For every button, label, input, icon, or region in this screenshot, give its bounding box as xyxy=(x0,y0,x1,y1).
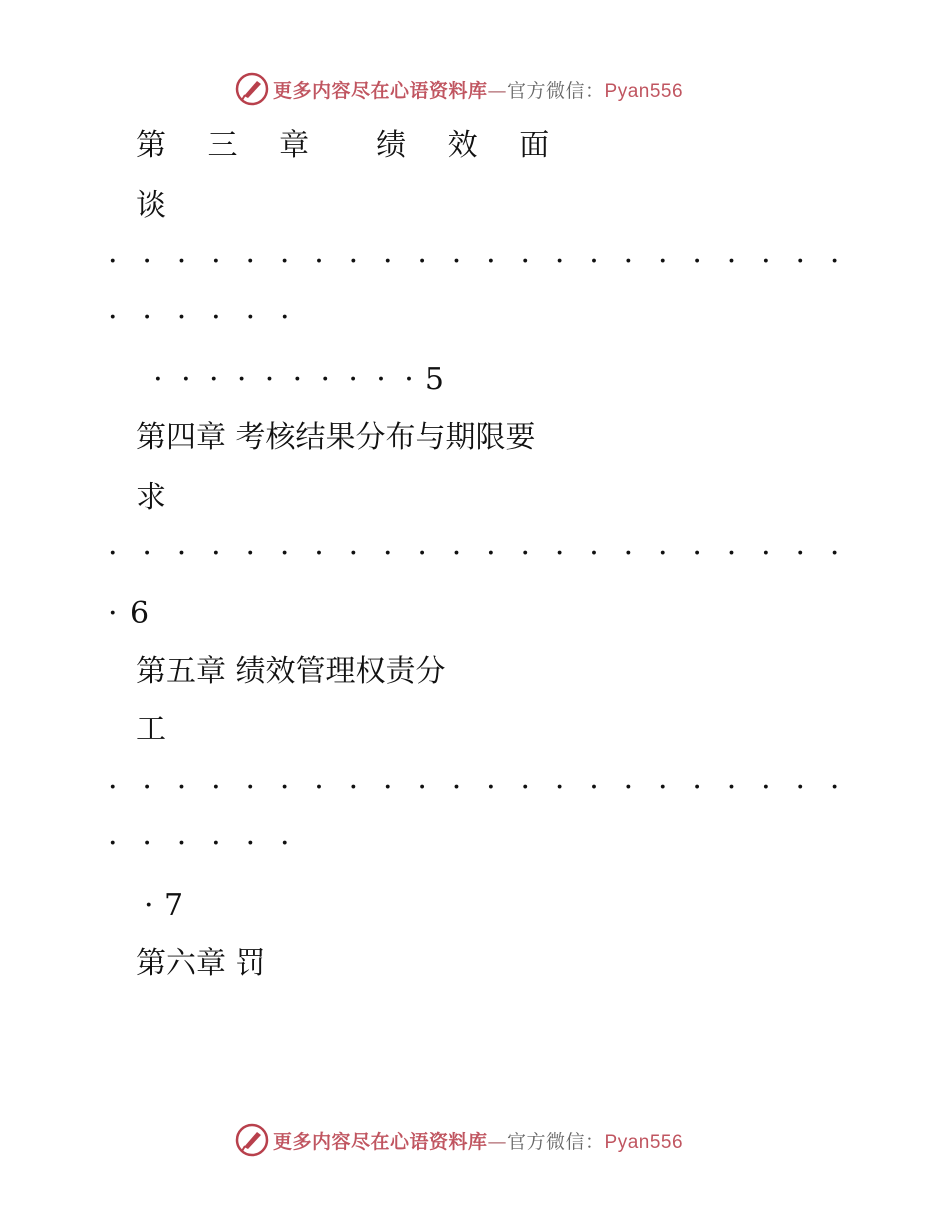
toc-ch4-leader-row2: · 6 xyxy=(108,594,168,634)
quill-logo-icon xyxy=(235,72,269,106)
toc-ch5-page: 7 xyxy=(164,888,184,923)
banner-wechat-id: Pyan556 xyxy=(604,1131,684,1153)
header-banner xyxy=(235,71,683,107)
toc-ch5-title: 第五章 绩效管理权责分 xyxy=(136,654,446,689)
toc-ch5-leader-row1: · · · · · · · · · · · · · · · · · · · · · · xyxy=(108,770,840,805)
toc-ch3-title-cont: 谈 xyxy=(136,188,166,223)
toc-ch4-title: 第四章 考核结果分布与期限要 xyxy=(136,420,536,455)
banner-sub-text: 官方微信： xyxy=(507,1130,605,1153)
banner-dash: — xyxy=(487,79,508,102)
toc-ch4-page: 6 xyxy=(130,596,150,631)
toc-ch5-leader-row3: · 7 xyxy=(144,886,204,926)
banner-wechat-id: Pyan556 xyxy=(604,80,684,102)
banner-sub-text: 官方微信： xyxy=(507,79,605,102)
footer-banner xyxy=(235,1122,683,1158)
banner-main-text: 更多内容尽在心语资料库 xyxy=(273,79,488,102)
toc-ch5-title-cont: 工 xyxy=(136,712,166,747)
banner-main-text: 更多内容尽在心语资料库 xyxy=(273,1130,488,1153)
banner-text xyxy=(273,76,683,103)
toc-ch4-leader-row1: · · · · · · · · · · · · · · · · · · · · · · xyxy=(108,536,840,571)
toc-ch3-leader-row3: · · · · · · · · · · 5 xyxy=(144,360,444,400)
toc-ch3-leader-row2: · · · · · · xyxy=(108,300,290,335)
toc-ch6-title: 第六章 罚 xyxy=(136,946,266,981)
toc-ch5-leader-row2: · · · · · · xyxy=(108,826,290,861)
toc-ch3-title: 第 三 章 绩 效 面 xyxy=(136,128,566,163)
banner-text xyxy=(273,1127,683,1154)
banner-dash: — xyxy=(487,1130,508,1153)
toc-ch3-leader-row1: · · · · · · · · · · · · · · · · · · · · · · xyxy=(108,244,840,279)
toc-ch3-page: 5 xyxy=(424,362,444,397)
quill-logo-icon xyxy=(235,1123,269,1157)
toc-ch4-title-cont: 求 xyxy=(136,480,166,515)
